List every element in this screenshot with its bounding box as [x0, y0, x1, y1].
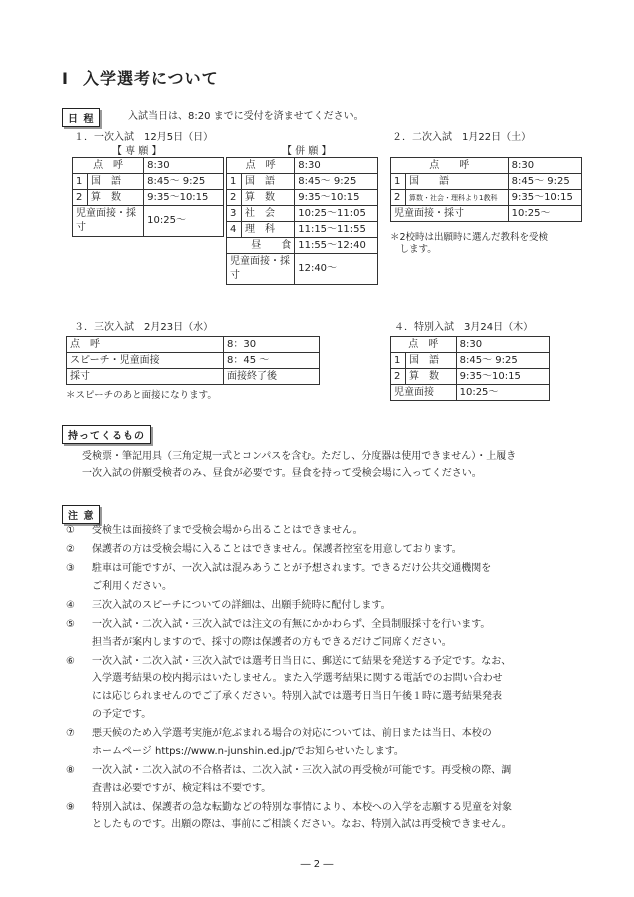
table-row: 点 呼 8:30 [227, 158, 378, 174]
table-row: 点 呼 8：30 [67, 337, 320, 353]
section-number: Ⅰ [62, 69, 69, 88]
third-exam-heading: ３．三次入試 2月23日（水） [74, 322, 214, 333]
table-row: 2 算 数 9:35～10:15 [73, 190, 224, 206]
bring-text [82, 448, 516, 482]
table-row: 児童面接 10:25～ [391, 385, 550, 401]
note-line: 保護者の方は受検会場に入ることはできません。保護者控室を用意しております。 [92, 544, 462, 555]
bring-line: 一次入試の併願受検者のみ、昼食が必要です。昼食を持って受検会場に入ってください。 [82, 468, 482, 479]
table-row: 採寸 面接終了後 [67, 369, 320, 385]
note-number: ③ [66, 563, 75, 574]
first-joint-table [226, 157, 378, 285]
table-row: 3 社 会 10:25～11:05 [227, 206, 378, 222]
note-line: ホームページ https://www.n-junshin.ed.jp/でお知らせいたします。 [92, 745, 404, 757]
schedule-intro: 入試当日は、8:20 までに受付を済ませてください。 [128, 111, 364, 122]
section-title [62, 66, 219, 89]
note-line: 駐車は可能ですが、一次入試は混みあうことが予想されます。できるだけ公共交通機関を [92, 563, 492, 574]
table-row: 2 算数・社会・理科より1教科 9:35～10:15 [391, 190, 582, 206]
note-line: 担当者が案内しますので、採寸の際は保護者の方もできるだけご同席ください。 [92, 636, 452, 648]
table-row: 1 国 語 8:45～ 9:25 [227, 174, 378, 190]
table-row: 2 算 数 9:35～10:15 [227, 190, 378, 206]
table-row: 児童面接・採 寸 10:25～ [73, 206, 224, 237]
table-row: 1 国 語 8:45～ 9:25 [391, 353, 550, 369]
note-number: ⑧ [66, 764, 75, 776]
second-exam-table [390, 157, 582, 222]
note-line: 特別入試は、保護者の急な転勤などの特別な事情により、本校への入学を志願する児童を対象 [92, 801, 512, 813]
single-apply-label: 【 専 願 】 [112, 146, 162, 157]
note-number: ① [66, 525, 75, 536]
note-number: ④ [66, 599, 75, 611]
table-row: 1 国 語 8:45～ 9:25 [391, 174, 582, 190]
note-line: としたものです。出願の際は、事前にご相談ください。なお、特別入試は再受検できません。 [92, 819, 512, 831]
table-row: 点 呼 8:30 [73, 158, 224, 174]
table-row: 点 呼 8:30 [391, 158, 582, 174]
note-line: ご利用ください。 [92, 580, 172, 592]
special-exam-table [390, 336, 550, 401]
table-row: 2 算 数 9:35～10:15 [391, 369, 550, 385]
first-exam-heading: １．一次入試 12月5日（日） [74, 132, 214, 143]
table-row: 昼 食 11:55～12:40 [227, 238, 378, 254]
bring-line: 受検票・筆記用具（三角定規一式とコンパスを含む。ただし、分度器は使用できません）・上履き [82, 451, 517, 462]
note-line: 悪天候のため入学選考実施が危ぶまれる場合の対応については、前日または当日、本校の [92, 728, 492, 739]
note-line: の予定です。 [92, 709, 152, 720]
note-number: ⑤ [66, 618, 75, 630]
note-number: ⑦ [66, 728, 75, 739]
notes-label: 注 意 [62, 505, 100, 524]
note-line: 入学選考結果の校内掲示はいたしません。また入学選考結果に関する電話でのお問い合わせ [92, 673, 503, 685]
note-line: 受検生は面接終了まで受検会場から出ることはできません。 [92, 525, 363, 536]
table-row: 児童面接・採寸 10:25～ [391, 206, 582, 222]
table-row: スピーチ・児童面接 8：45 ～ [67, 353, 320, 369]
table-row: 点 呼 8:30 [391, 337, 550, 353]
note-number: ⑨ [66, 801, 75, 813]
third-exam-note: ＊スピーチのあと面接になります。 [66, 390, 217, 401]
table-row: 児童面接・採 寸 12:40～ [227, 254, 378, 285]
second-exam-heading: ２．二次入試 1月22日（土） [392, 132, 532, 143]
note-line: 三次入試のスピーチについての詳細は、出願手続時に配付します。 [92, 599, 391, 611]
first-single-table [72, 157, 224, 237]
joint-apply-label: 【 併 願 】 [282, 146, 332, 157]
second-exam-note: ＊2校時は出願時に選んだ教科を受検 します。 [390, 232, 549, 255]
note-line: 査書は必要ですが、検定料は不要です。 [92, 782, 272, 794]
page-number: ― 2 ― [300, 859, 334, 870]
table-row: 4 理 科 11:15～11:55 [227, 222, 378, 238]
note-line: 一次入試・二次入試の不合格者は、二次入試・三次入試の再受検が可能です。再受検の際、調 [92, 764, 512, 776]
note-line: 一次入試・二次入試・三次入試では選考日当日に、郵送にて結果を発送する予定です。なお、 [92, 655, 512, 667]
third-exam-table [66, 336, 320, 385]
special-exam-heading: ４．特別入試 3月24日（木） [394, 322, 534, 333]
bring-label: 持ってくるもの [62, 425, 151, 444]
note-number: ② [66, 544, 75, 555]
note-line: には応じられませんのでご了承ください。特別入試では選考日当日午後１時に選考結果発表 [92, 691, 502, 703]
note-line: 一次入試・二次入試・三次入試では注文の有無にかかわらず、全員制服採寸を行います。 [92, 618, 491, 630]
schedule-label: 日 程 [62, 108, 100, 127]
table-row: 1 国 語 8:45～ 9:25 [73, 174, 224, 190]
section-title-text: 入学選考について [82, 69, 219, 88]
note-number: ⑥ [66, 655, 75, 667]
